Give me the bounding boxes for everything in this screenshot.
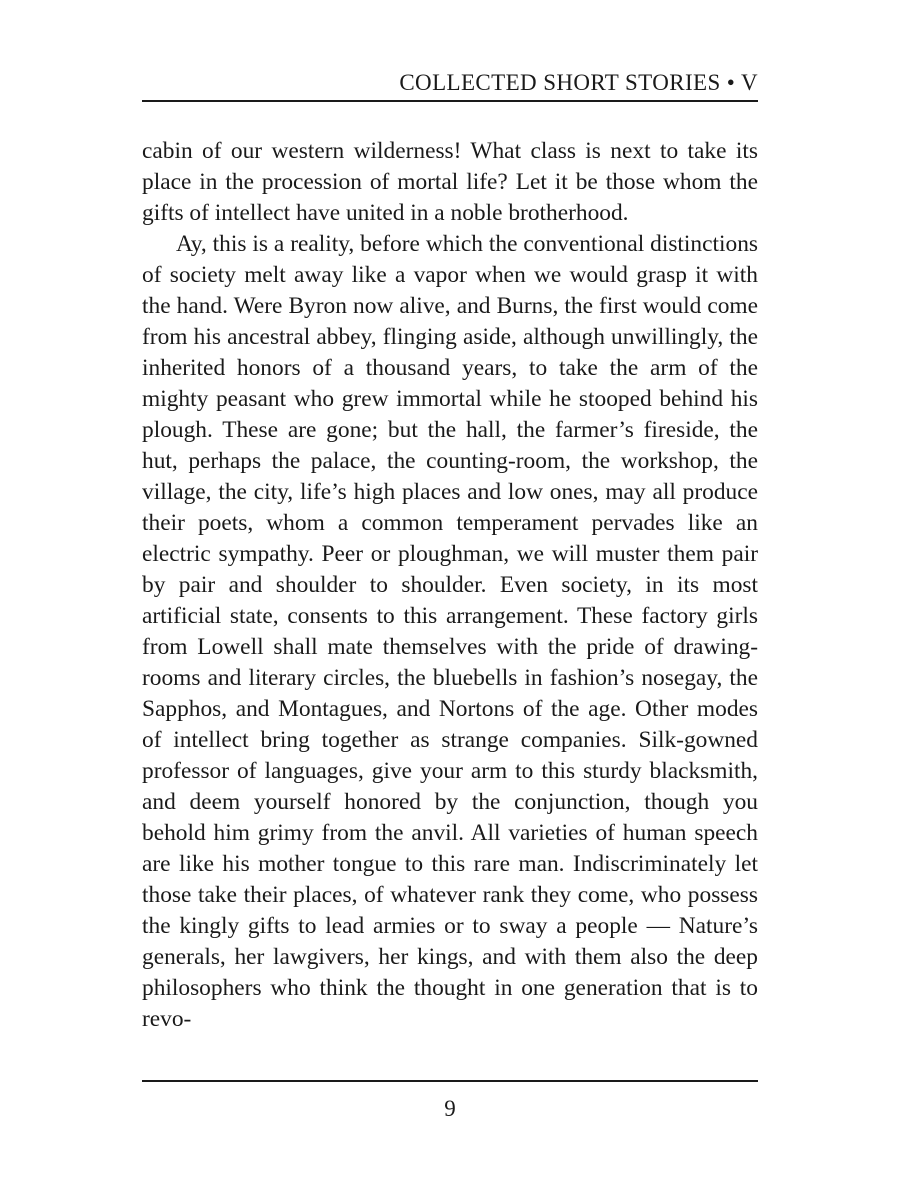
header-divider [142, 100, 758, 102]
footer-divider [142, 1080, 758, 1082]
page-number: 9 [444, 1096, 456, 1121]
paragraph-continuation: cabin of our western wilderness! What class is next to take its place in the procession of mortal life? Let it be those whom the gifts of intellect have united in a noble brotherhood. [142, 138, 758, 226]
paragraph-main: Ay, this is a reality, before which the conventional distinctions of society melt away like a vapor when we would grasp it with the hand. Were Byron now alive, and Burns, the first would come from his ancestral abbey, flinging aside, although unwillingly, the inherited honors of a thousand years, to take the arm of the mighty peasant who grew immortal while he stooped behind his plough. These are gone; but the hall, the farmer’s fireside, the hut, perhaps the palace, the counting-room, the workshop, the village, the city, life’s high places and low ones, may all produce their poets, whom a common temperament pervades like an electric sympathy. Peer or ploughman, we will muster them pair by pair and shoulder to shoulder. Even society, in its most artificial state, consents to this arrangement. These factory girls from Lowell shall mate themselves with the pride of drawing-rooms and literary circles, the bluebells in fashion’s nosegay, the Sapphos, and Montagues, and Nortons of the age. Other modes of intellect bring together as strange companies. Silk-gowned professor of languages, give your arm to this sturdy blacksmith, and deem yourself honored by the conjunction, though you behold him grimy from the anvil. All varieties of human speech are like his mother tongue to this rare man. Indiscriminately let those take their places, of whatever rank they come, who possess the kingly gifts to lead armies or to sway a people — Nature’s generals, her lawgivers, her kings, and with them also the deep philosophers who think the thought in one generation that is to revo- [142, 231, 758, 1032]
running-header-title: COLLECTED SHORT STORIES • V [399, 70, 758, 95]
body-text [142, 136, 758, 1035]
